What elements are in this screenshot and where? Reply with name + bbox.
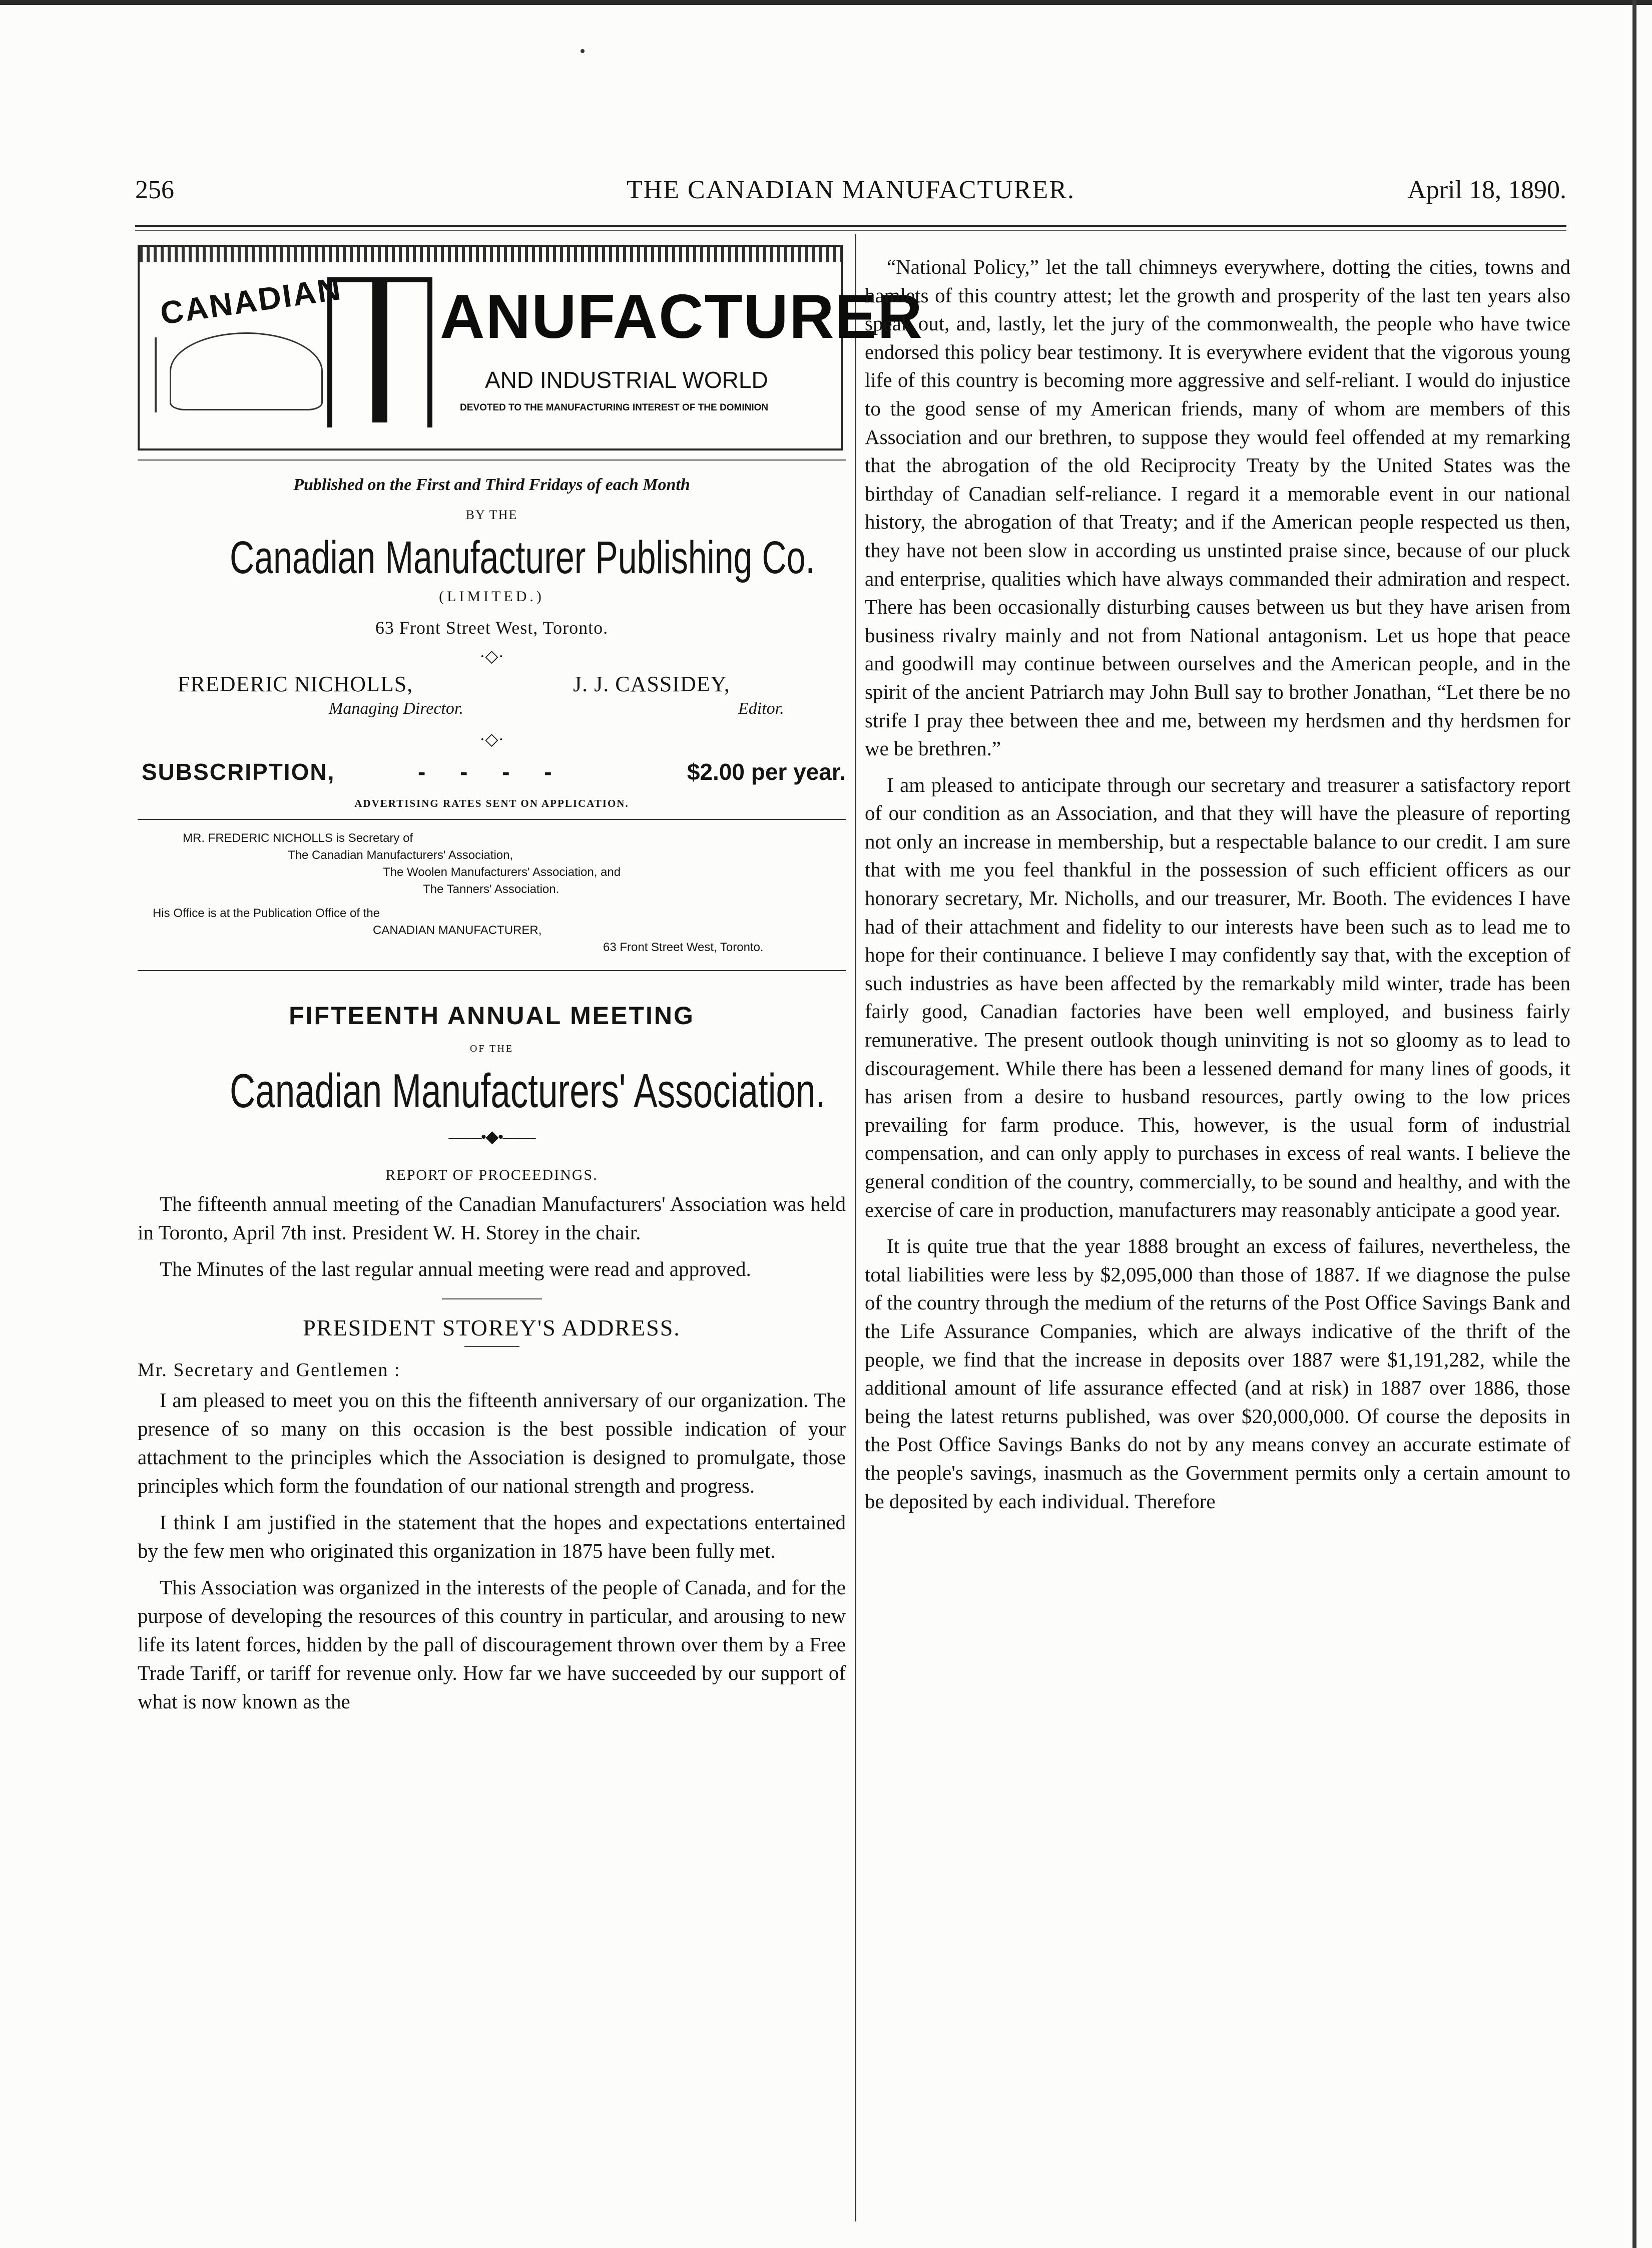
salutation: Mr. Secretary and Gentlemen :	[138, 1360, 401, 1381]
report-label: REPORT OF PROCEEDINGS.	[385, 1167, 598, 1183]
publication-schedule: Published on the First and Third Fridays of each Month	[293, 476, 690, 494]
paragraph: This Association was organized in the interests of the people of Canada, and for the purpose of developing the resources of this country in particular, and arousing to new life its latent forces, hidden by the pall of discouragement thrown over them by a Free Trade Tariff, or tariff for revenue only. How far we have succeeded by our support of what is now known as the	[138, 1576, 846, 1713]
newspaper-title: THE CANADIAN MANUFACTURER.	[626, 176, 1075, 204]
masthead-subtitle: AND INDUSTRIAL WORLD	[485, 367, 768, 393]
right-column	[865, 253, 1570, 1523]
advertising-note: ADVERTISING RATES SENT ON APPLICATION.	[354, 797, 629, 809]
ornament-diamond-icon: ·◇·	[479, 730, 504, 749]
scan-speck	[581, 49, 585, 53]
subscription-line	[138, 758, 846, 794]
address-body-right	[865, 253, 1570, 1515]
subscription-dashes: - - - -	[418, 759, 566, 785]
paragraph: I am pleased to meet you on this the fifteenth anniversary of our organization. The presence of so many on this occasion is the best possible indication of your attachment to the principles which the Association is designed to promulgate, those principles which form the foundation of our national strength and progress.	[138, 1389, 846, 1497]
separator-rule	[138, 819, 846, 820]
address-heading: PRESIDENT STOREY'S ADDRESS.	[303, 1315, 681, 1340]
ornament-diamond-icon: ·◇·	[479, 647, 504, 666]
left-column	[138, 245, 923, 1724]
short-rule	[442, 1298, 542, 1299]
publisher-name: Canadian Manufacturer Publishing Co.	[229, 532, 815, 583]
notice-line: The Canadian Manufacturers' Association,	[288, 848, 513, 862]
notice-line: The Tanners' Association.	[423, 882, 560, 896]
short-rule	[464, 1346, 519, 1347]
association-title: Canadian Manufacturers' Association.	[229, 1064, 826, 1118]
paragraph: It is quite true that the year 1888 brought an excess of failures, nevertheless, the total liabilities were less by $2,095,000 than those of 1887. If we diagnose the pulse of the country through the medium of the returns of the Post Office Savings Bank and the Life Assurance Companies, which are always indicative of the thrift of the people, we find that the increase in deposits over 1887 were $1,191,282, while the additional amount of life assurance effected (and at risk) in 1887 over 1886, those being the latest returns published, was over $20,000,000. Of course the deposits in the Post Office Savings Banks do not by any means convey an accurate estimate of the people's savings, inasmuch as the Government permits only a certain amount to be deposited by each individual. Therefore	[865, 1234, 1570, 1513]
masthead-manufacturer: ANUFACTURER	[440, 282, 923, 351]
paragraph: The Minutes of the last regular annual meeting were read and approved.	[160, 1257, 751, 1280]
by-the: BY THE	[465, 508, 518, 522]
notice-line: 63 Front Street West, Toronto.	[603, 941, 764, 954]
issue-date: April 18, 1890.	[1407, 176, 1566, 204]
staff-names	[138, 671, 846, 721]
masthead-canadian: CANADIAN	[158, 270, 344, 332]
masthead-border-band	[140, 247, 841, 262]
scan-right-edge	[1632, 0, 1636, 2248]
header-rule	[135, 225, 1566, 227]
ornate-m-letter-icon	[327, 277, 432, 427]
subscription-label: SUBSCRIPTION,	[142, 759, 335, 785]
notice-line: His Office is at the Publication Office of the	[153, 907, 380, 920]
masthead-logo	[138, 245, 923, 451]
secretary-notice	[138, 830, 846, 1000]
article-heading: FIFTEENTH ANNUAL MEETING	[289, 1002, 695, 1030]
header-rule-thin	[135, 230, 1566, 231]
address-body-left	[138, 1386, 846, 1716]
subscription-price: $2.00 per year.	[687, 759, 846, 785]
paragraph: I think I am justified in the statement that the hopes and expectations entertained by the few men who originated this organization in 1875 have been fully met.	[138, 1511, 846, 1562]
flourish-ornament-icon: ——•◆•——	[448, 1128, 535, 1146]
column-divider	[855, 234, 856, 2221]
page-number: 256	[135, 176, 174, 204]
paragraph: The fifteenth annual meeting of the Canadian Manufacturers' Association was held in Toronto, April 7th inst. President W. H. Storey in the chair.	[138, 1192, 846, 1244]
maple-leaf-icon	[155, 337, 182, 412]
editor-role: Editor.	[738, 699, 784, 718]
page-header	[135, 175, 1566, 215]
notice-line: CANADIAN MANUFACTURER,	[373, 924, 542, 937]
article-body-left	[138, 1190, 846, 1283]
paragraph: “National Policy,” let the tall chimneys everywhere, dotting the cities, towns and hamlets of this country attest; let the growth and prosperity of the last ten years also speak out, and, lastly, let the jury of the commonwealth, the people who have twice endorsed this policy bear testimony. It is everywhere evident that the vigorous young life of this country is becoming more aggressive and self-reliant. I would do injustice to the good sense of my American friends, many of whom are members of this Association and our brethren, to suppose they would feel offended at my remarking that the abrogation of the old Reciprocity Treaty by the United States was the birthday of Canadian self-reliance. I regard it a memorable event in our national history, the abrogation of that Treaty; and if the American people respected us then, they have not been slow in according us unstinted praise since, because of our pluck and enterprise, qualities which have always commanded their admiration and respect. There has been occasionally disturbing causes between us but they have arisen from business rivalry mainly and not from National antagonism. Let us hope that peace and goodwill may continue between ourselves and the American people, and in the spirit of the ancient Patriarch may John Bull say to brother Jonathan, “Let there be no strife I pray thee between thee and me, between my herdsmen and thy herdsmen for we be brethren.”	[865, 255, 1570, 760]
separator-rule	[138, 460, 846, 461]
limited-label: (LIMITED.)	[439, 588, 544, 605]
editor-name: J. J. CASSIDEY,	[573, 672, 730, 696]
notice-line: The Woolen Manufacturers' Association, and	[383, 865, 621, 879]
notice-line: MR. FREDERIC NICHOLLS is Secretary of	[183, 831, 413, 845]
masthead-devoted: DEVOTED TO THE MANUFACTURING INTEREST OF THE DOMINION	[460, 402, 769, 413]
of-the: OF THE	[469, 1043, 514, 1054]
scan-top-edge	[0, 0, 1652, 5]
publisher-address: 63 Front Street West, Toronto.	[375, 618, 609, 638]
director-role: Managing Director.	[329, 699, 463, 718]
ribbon-emblem-icon	[170, 332, 323, 410]
paragraph: I am pleased to anticipate through our secretary and treasurer a satisfactory report of our condition as an Association, and that they will have the pleasure of reporting not only an increase in membership, but a respectable balance to our credit. I am sure that with me you feel thankful in the possession of such efficient officers as our honorary secretary, Mr. Nicholls, and our treasurer, Mr. Booth. The evidences I have had of their attachment and fidelity to our interests have been such as to lead me to hope for their continuance. I believe I may confidently say that, with the exception of such industries as have been affected by the remarkably mild winter, trade has been fairly good, Canadian factories have been well employed, and business fairly remunerative. The present outlook though uninviting is not so gloomy as to lead to discouragement. While there has been a lessened demand for many lines of goods, it has arisen from a desire to husband resources, partly owing to the low prices prevailing for farm produce. This, however, is the usual form of industrial compensation, and can only apply to purchases in excess of real wants. I believe the general condition of the country, commercially, to be sound and healthy, and with the exercise of care in production, manufacturers may reasonably anticipate a good year.	[865, 773, 1570, 1221]
director-name: FREDERIC NICHOLLS,	[178, 672, 413, 696]
